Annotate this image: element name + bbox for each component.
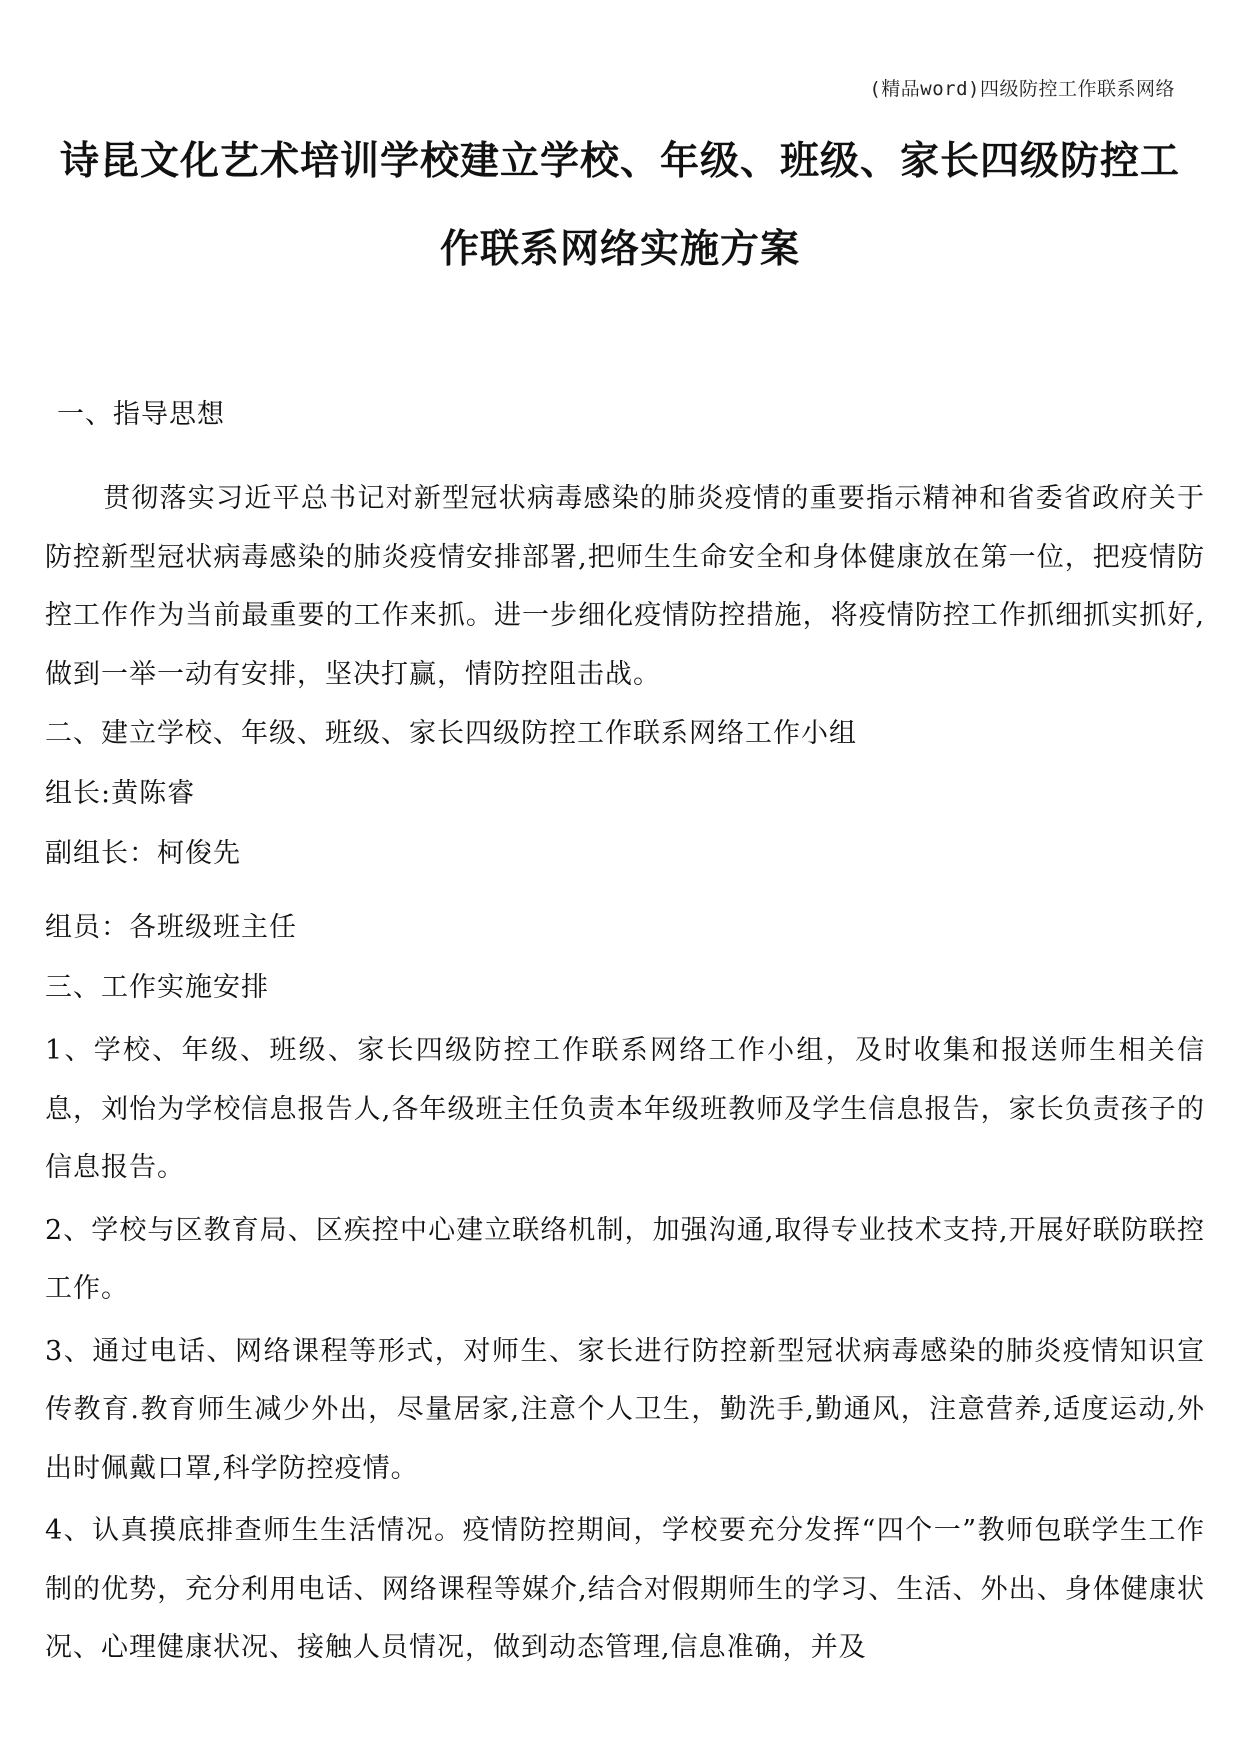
- implementation-item-4: 4、认真摸底排查师生生活情况。疫情防控期间，学校要充分发挥“四个一”教师包联学生工作制的优势，充分利用电话、网络课程等媒介,结合对假期师生的学习、生活、外出、身体健康状况、心理健康状况、接触人员情况，做到动态管理,信息准确，并及: [45, 1515, 1205, 1663]
- paragraph-guiding-ideology: 贯彻落实习近平总书记对新型冠状病毒感染的肺炎疫情的重要指示精神和省委省政府关于防控新型冠状病毒感染的肺炎疫情安排部署,把师生生命安全和身体健康放在第一位，把疫情防控工作作为当前最重要的工作来抓。进一步细化疫情防控措施，将疫情防控工作抓细抓实抓好,做到一举一动有安排，坚决打赢，情防控阻击战。: [45, 483, 1205, 690]
- section-heading-work-group: 二、建立学校、年级、班级、家长四级防控工作联系网络工作小组: [45, 718, 857, 749]
- section-heading-guiding-ideology: 一、指导思想: [57, 399, 225, 430]
- implementation-item-2: 2、学校与区教育局、区疾控中心建立联络机制，加强沟通,取得专业技术支持,开展好联防联控工作。: [45, 1214, 1205, 1304]
- section-heading-implementation: 三、工作实施安排: [45, 972, 269, 1003]
- implementation-item-3: 3、通过电话、网络课程等形式，对师生、家长进行防控新型冠状病毒感染的肺炎疫情知识宣传教育.教育师生减少外出，尽量居家,注意个人卫生，勤洗手,勤通风，注意营养,适度运动,外出时佩戴口罩,科学防控疫情。: [45, 1335, 1205, 1484]
- group-members: 组员：各班级班主任: [45, 912, 297, 943]
- header-note: (精品word)四级防控工作联系网络: [869, 78, 1175, 100]
- document-title: 诗昆文化艺术培训学校建立学校、年级、班级、家长四级防控工作联系网络实施方案: [59, 139, 1180, 272]
- group-vice-leader: 副组长：柯俊先: [45, 838, 241, 869]
- group-leader: 组长:黄陈睿: [45, 778, 196, 809]
- document-body: [45, 390, 1205, 1678]
- implementation-item-1: 1、学校、年级、班级、家长四级防控工作联系网络工作小组，及时收集和报送师生相关信息，刘怡为学校信息报告人,各年级班主任负责本年级班教师及学生信息报告，家长负责孩子的信息报告。: [45, 1035, 1205, 1183]
